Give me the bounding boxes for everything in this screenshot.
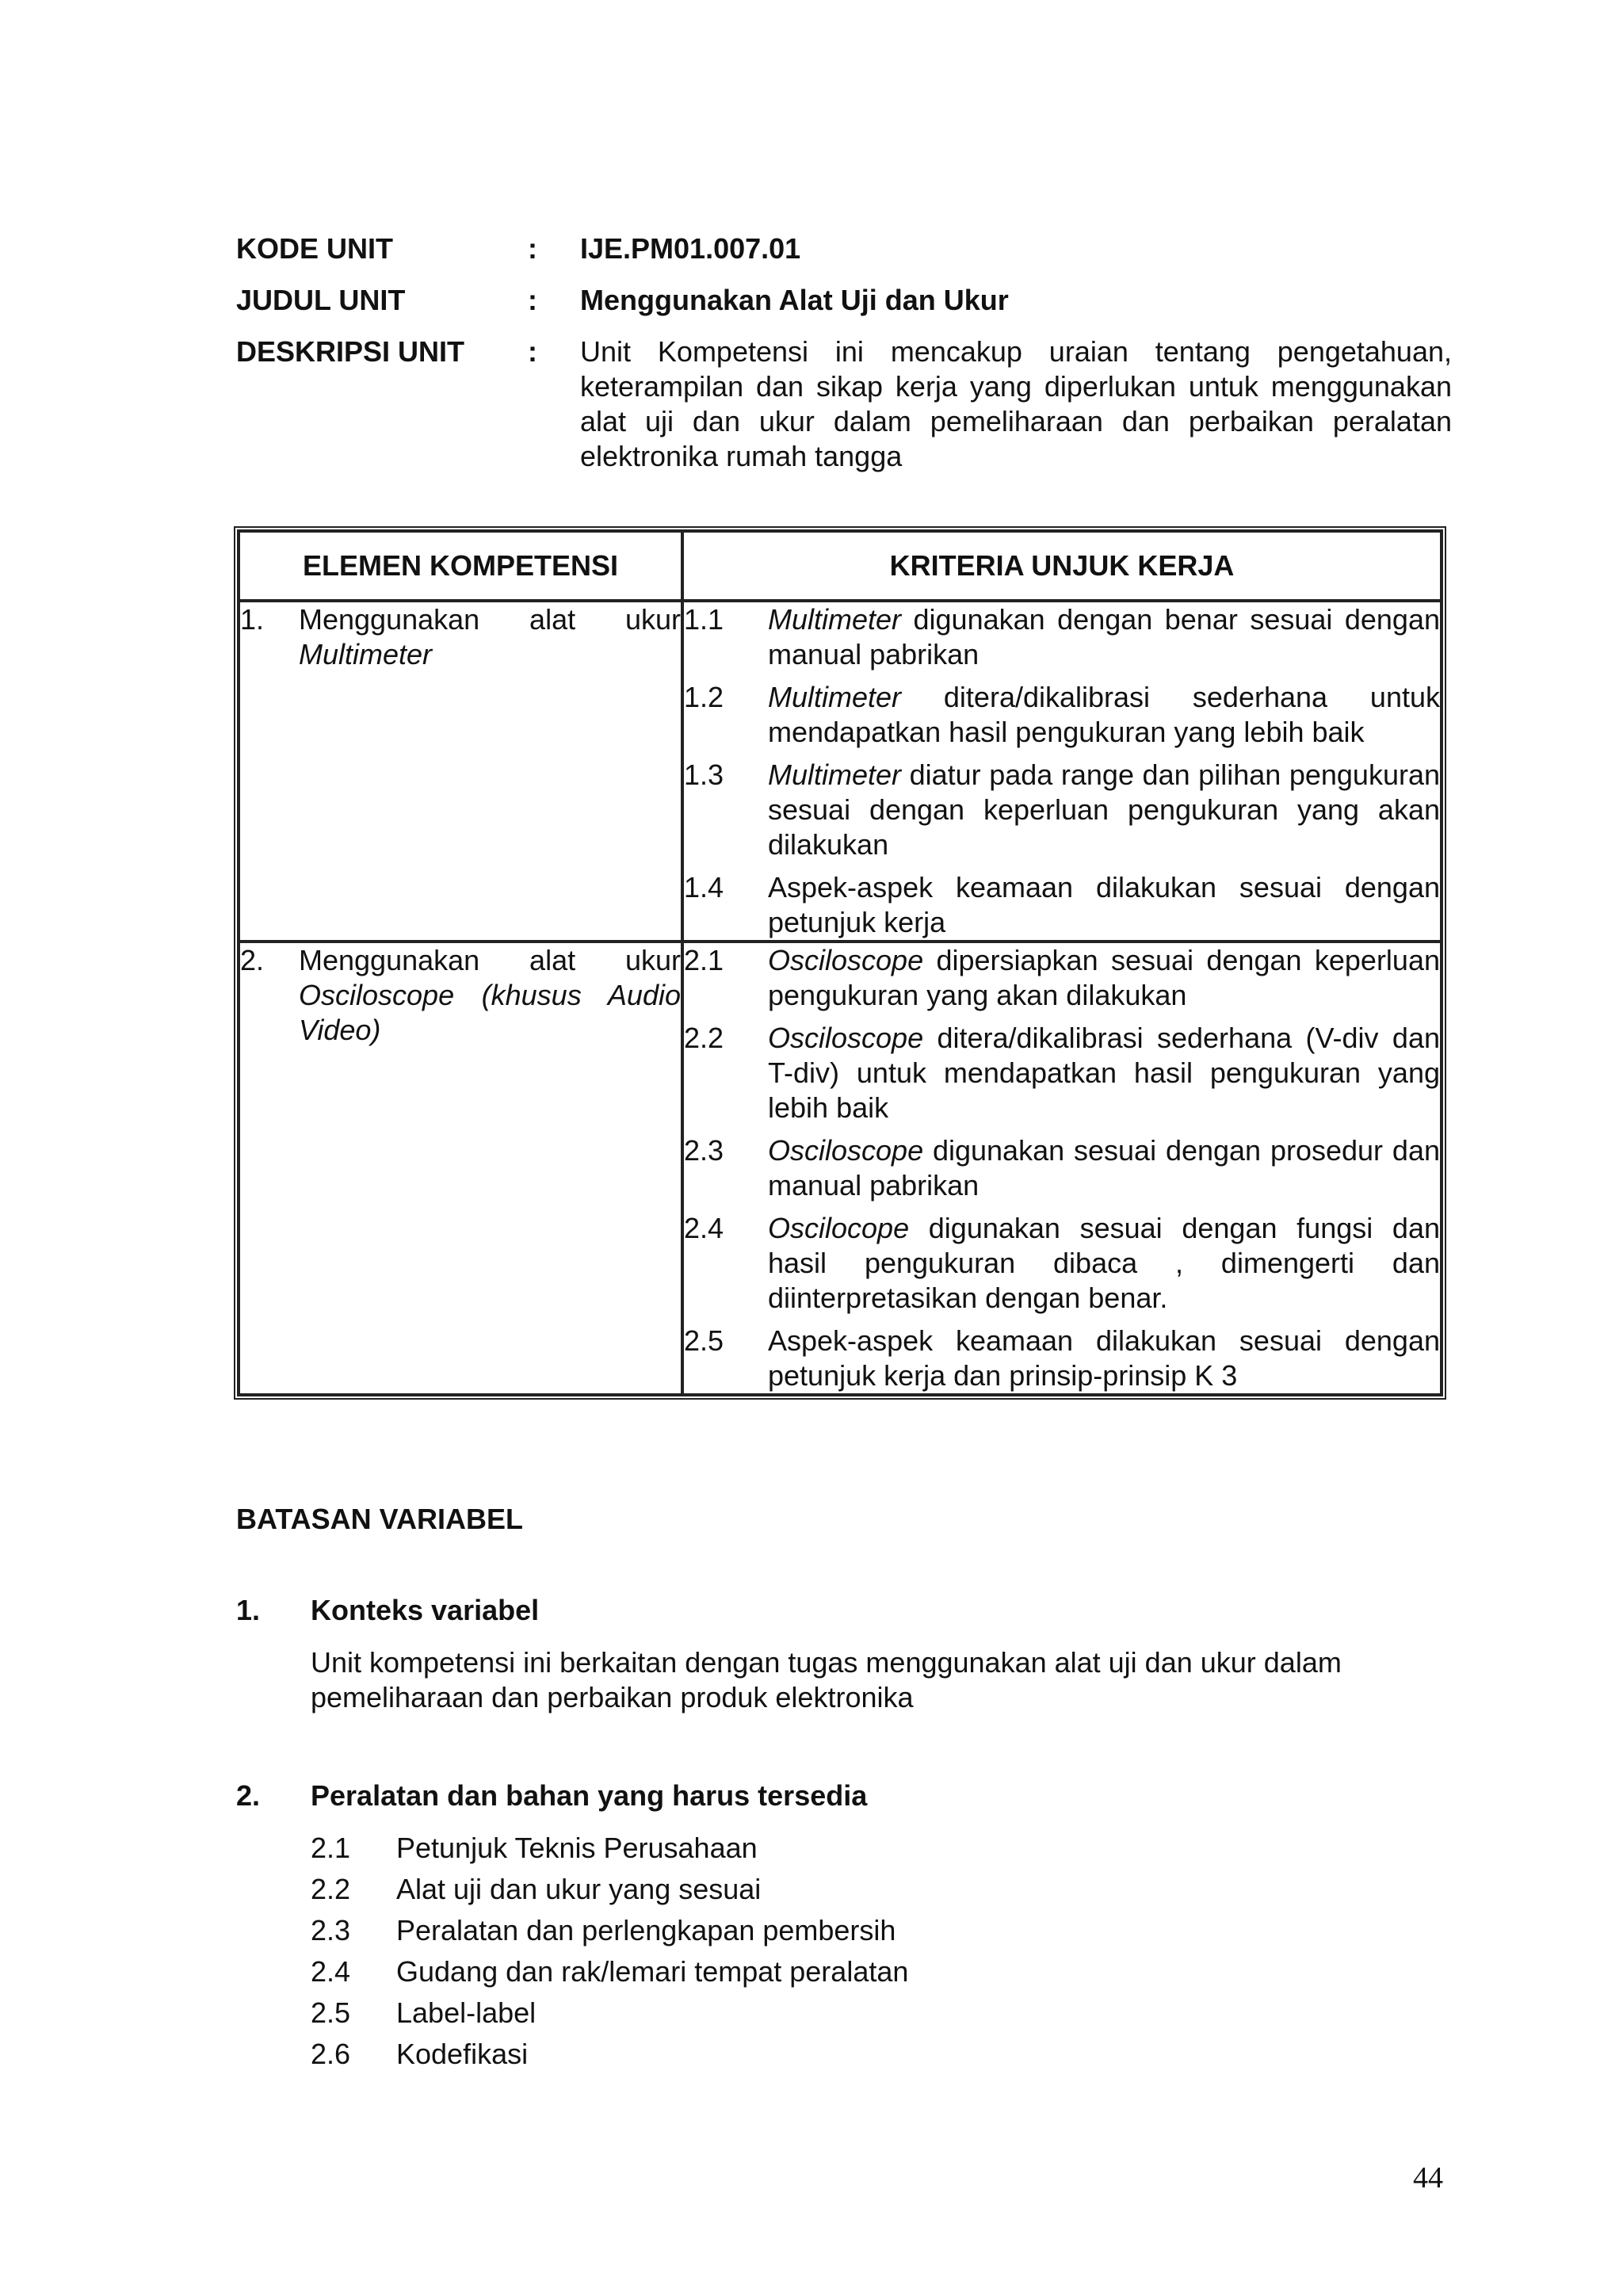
- criterion-number: 2.5: [684, 1324, 724, 1357]
- element-cell: [239, 942, 682, 1395]
- list-item: 2.4 Gudang dan rak/lemari tempat peralatan: [311, 1955, 909, 1988]
- deskripsi-unit-colon: :: [528, 335, 537, 368]
- criterion: [684, 1133, 1440, 1203]
- criterion-text: Osciloscope dipersiapkan sesuai dengan keperluan pengukuran yang akan dilakukan: [768, 944, 1440, 1011]
- criterion-text: Multimeter digunakan dengan benar sesuai dengan manual pabrikan: [768, 603, 1440, 670]
- criterion-text: Multimeter diatur pada range dan pilihan pengukuran sesuai dengan keperluan pengukuran yang akan dilakukan: [768, 758, 1440, 861]
- element-cell: [239, 601, 682, 942]
- deskripsi-unit-label: DESKRIPSI UNIT: [236, 335, 465, 368]
- criterion: [684, 602, 1440, 672]
- list-item: 2.2 Alat uji dan ukur yang sesuai: [311, 1873, 762, 1905]
- criterion: [684, 943, 1440, 1013]
- criterion-text: Osciloscope digunakan sesuai dengan prosedur dan manual pabrikan: [768, 1134, 1440, 1201]
- criterion: [684, 680, 1440, 750]
- kode-unit-value: IJE.PM01.007.01: [580, 232, 801, 265]
- criterion-text: Multimeter ditera/dikalibrasi sederhana untuk mendapatkan hasil pengukuran yang lebih baik: [768, 681, 1440, 748]
- criterion-text: Oscilocope digunakan sesuai dengan fungsi dan hasil pengukuran dibaca , dimengerti dan diinterpretasikan dengan benar.: [768, 1212, 1440, 1314]
- list-item: 2.1 Petunjuk Teknis Perusahaan: [311, 1832, 758, 1864]
- subsection-number: 2.: [236, 1779, 261, 1812]
- kode-unit-label: KODE UNIT: [236, 232, 393, 265]
- criterion-number: 1.3: [684, 758, 724, 791]
- criteria-cell: [682, 601, 1442, 942]
- element-tool: Osciloscope (khusus Audio Video): [299, 979, 681, 1046]
- judul-unit-row: [236, 283, 1452, 318]
- criterion: [684, 1324, 1440, 1393]
- criterion: [684, 870, 1440, 940]
- subsection-title: Konteks variabel: [311, 1594, 540, 1626]
- equipment-list: [311, 1828, 1452, 2075]
- list-item: 2.3 Peralatan dan perlengkapan pembersih: [311, 1914, 896, 1946]
- element-number: 1.: [240, 603, 265, 636]
- criterion-number: 1.1: [684, 603, 724, 636]
- criterion: [684, 758, 1440, 862]
- criterion-number: 2.2: [684, 1022, 724, 1054]
- table-row: [239, 942, 1442, 1395]
- element-tool: Multimeter: [299, 638, 433, 670]
- criterion-number: 1.2: [684, 681, 724, 713]
- table-row: [239, 601, 1442, 942]
- criterion-number: 1.4: [684, 871, 724, 904]
- subsection-peralatan: [236, 1778, 1452, 2075]
- page-number: 44: [1413, 2161, 1443, 2195]
- subsection-number: 1.: [236, 1594, 261, 1626]
- criterion-number: 2.1: [684, 944, 724, 976]
- table-header-row: [239, 531, 1442, 601]
- competency-table: [234, 526, 1446, 1400]
- criterion: [684, 1211, 1440, 1316]
- criterion-number: 2.4: [684, 1212, 724, 1244]
- deskripsi-unit-value: Unit Kompetensi ini mencakup uraian tentang pengetahuan, keterampilan dan sikap kerja yang diperlukan untuk menggunakan alat uji dan ukur dalam pemeliharaan dan perbaikan peralatan elektronika rumah tangga: [580, 335, 1452, 472]
- list-item: 2.5 Label-label: [311, 1996, 537, 2029]
- criterion-text: Aspek-aspek keamaan dilakukan sesuai dengan petunjuk kerja dan prinsip-prinsip K 3: [768, 1324, 1440, 1392]
- element-text: Menggunakan alat ukur Multimeter: [299, 603, 681, 670]
- header-kriteria-unjuk-kerja: KRITERIA UNJUK KERJA: [682, 531, 1442, 601]
- judul-unit-label: JUDUL UNIT: [236, 284, 406, 316]
- subsection-konteks: [236, 1593, 1452, 1715]
- element-text: Menggunakan alat ukur Osciloscope (khusus Audio Video): [299, 944, 681, 1046]
- subsection-title: Peralatan dan bahan yang harus tersedia: [311, 1779, 868, 1812]
- judul-unit-value: Menggunakan Alat Uji dan Ukur: [580, 284, 1009, 316]
- subsection-body: Unit kompetensi ini berkaitan dengan tugas menggunakan alat uji dan ukur dalam pemeliharaan dan perbaikan produk elektronika: [311, 1646, 1342, 1713]
- judul-unit-colon: :: [528, 284, 537, 316]
- criteria-cell: [682, 942, 1442, 1395]
- criterion-text: Aspek-aspek keamaan dilakukan sesuai dengan petunjuk kerja: [768, 871, 1440, 938]
- kode-unit-row: [236, 231, 1452, 266]
- deskripsi-unit-row: [236, 334, 1452, 474]
- kode-unit-colon: :: [528, 232, 537, 265]
- list-item: 2.6 Kodefikasi: [311, 2038, 529, 2070]
- criterion-number: 2.3: [684, 1134, 724, 1167]
- criterion-text: Osciloscope ditera/dikalibrasi sederhana (V-div dan T-div) untuk mendapatkan hasil pengukuran yang lebih baik: [768, 1022, 1440, 1124]
- header-elemen-kompetensi: ELEMEN KOMPETENSI: [239, 531, 682, 601]
- unit-info: [236, 231, 1452, 491]
- element-number: 2.: [240, 944, 265, 976]
- criterion: [684, 1021, 1440, 1125]
- section-title: BATASAN VARIABEL: [236, 1503, 523, 1535]
